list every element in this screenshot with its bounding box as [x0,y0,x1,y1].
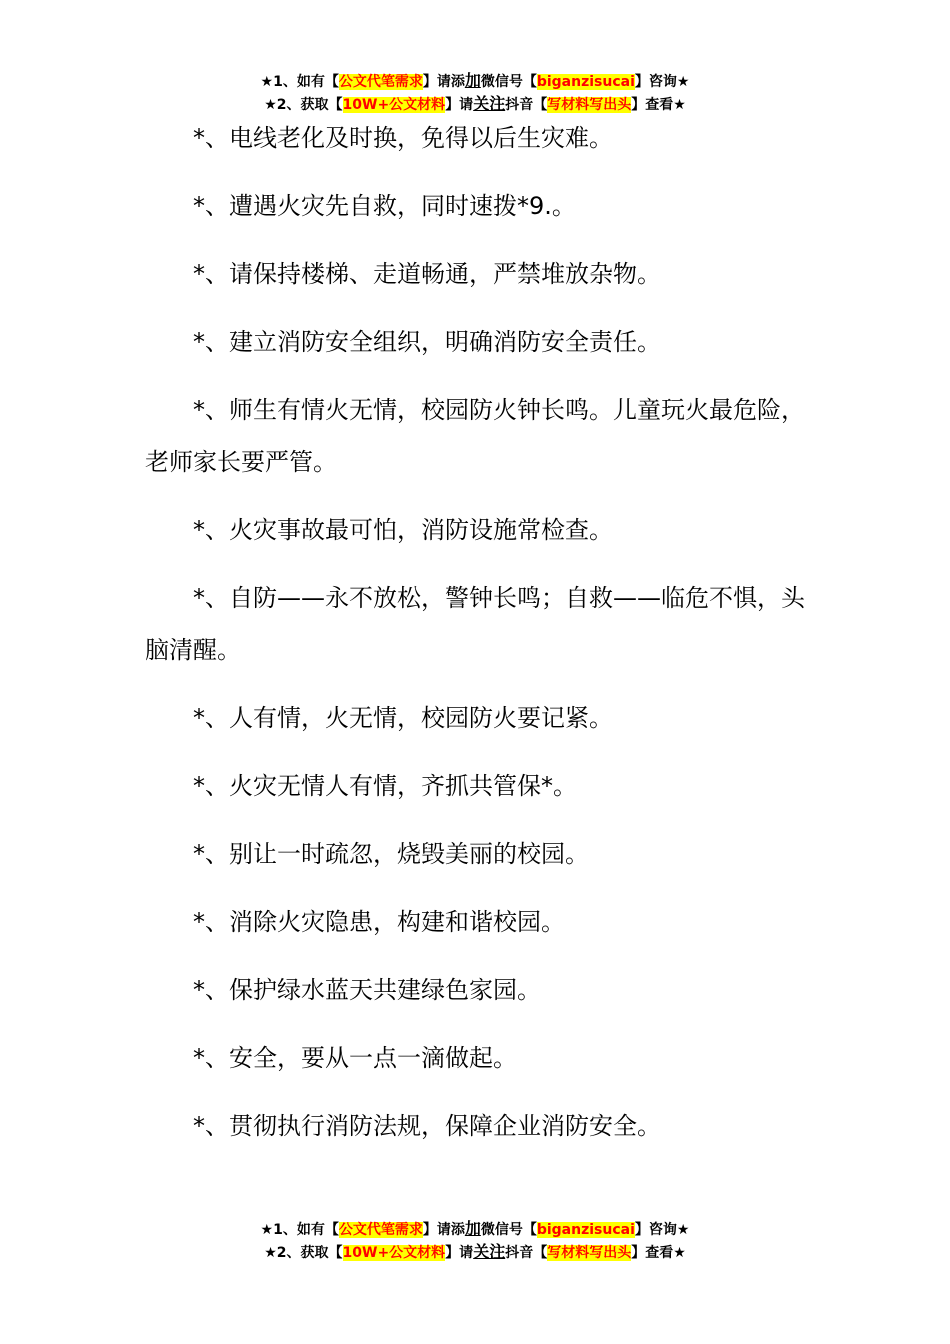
footer-line-2-douyin-label: 抖音【 [505,1245,548,1261]
footer-line-1-prefix: ★1、如有【 [260,1222,339,1238]
header-line-1 [0,70,950,93]
paragraph: *、请保持楼梯、走道畅通，严禁堆放杂物。 [193,260,661,288]
footer-line-2-mid: 】请 [445,1245,474,1261]
header-line-2-douyin-label: 抖音【 [505,97,548,113]
header-line-2-suffix: 】查看★ [631,97,686,113]
document-body [145,112,825,1168]
header-wechat-id: biganzisucai [536,74,635,90]
footer-line-2-emphasis: 关注 [473,1242,506,1261]
footer-banner [0,1218,950,1264]
footer-line-1-mid: 】请添 [422,1222,465,1238]
header-highlight-service: 公文代笔需求 [338,74,423,90]
paragraph: *、安全，要从一点一滴做起。 [193,1044,517,1072]
paragraph: *、自防——永不放松，警钟长鸣；自救——临危不惧，头脑清醒。 [145,584,805,664]
footer-line-1-emphasis: 加 [464,1219,481,1238]
paragraph: *、电线老化及时换，免得以后生灾难。 [193,124,613,152]
paragraph: *、别让一时疏忽，烧毁美丽的校园。 [193,840,589,868]
paragraph: *、保护绿水蓝天共建绿色家园。 [193,976,541,1004]
header-banner [0,70,950,116]
footer-line-1-suffix: 】咨询★ [634,1222,690,1238]
paragraph: *、人有情，火无情，校园防火要记紧。 [193,704,613,732]
paragraph: *、火灾无情人有情，齐抓共管保*。 [193,772,577,800]
paragraph: *、建立消防安全组织，明确消防安全责任。 [193,328,661,356]
header-line-1-prefix: ★1、如有【 [260,74,339,90]
paragraph: *、遭遇火灾先自救，同时速拨*9.。 [193,192,576,220]
footer-douyin-account: 写材料写出头 [547,1245,632,1261]
header-line-2-prefix: ★2、获取【 [264,97,343,113]
header-douyin-account: 写材料写出头 [547,97,632,113]
header-line-1-wechat-label: 微信号【 [480,74,537,90]
footer-line-1-wechat-label: 微信号【 [480,1222,537,1238]
header-line-1-suffix: 】咨询★ [634,74,690,90]
footer-wechat-id: biganzisucai [536,1222,635,1238]
header-line-1-emphasis: 加 [464,71,481,90]
header-line-1-mid: 】请添 [422,74,465,90]
header-line-2-mid: 】请 [445,97,474,113]
footer-line-2-suffix: 】查看★ [631,1245,686,1261]
footer-highlight-service: 公文代笔需求 [338,1222,423,1238]
paragraph: *、消除火灾隐患，构建和谐校园。 [193,908,565,936]
header-line-2-emphasis: 关注 [473,94,506,113]
paragraph: *、师生有情火无情，校园防火钟长鸣。儿童玩火最危险，老师家长要严管。 [145,396,805,476]
footer-line-1 [0,1218,950,1241]
footer-line-2 [0,1241,950,1264]
paragraph: *、贯彻执行消防法规，保障企业消防安全。 [193,1112,661,1140]
footer-line-2-prefix: ★2、获取【 [264,1245,343,1261]
header-highlight-materials: 10W+公文材料 [342,97,446,113]
paragraph: *、火灾事故最可怕，消防设施常检查。 [193,516,613,544]
footer-highlight-materials: 10W+公文材料 [342,1245,446,1261]
